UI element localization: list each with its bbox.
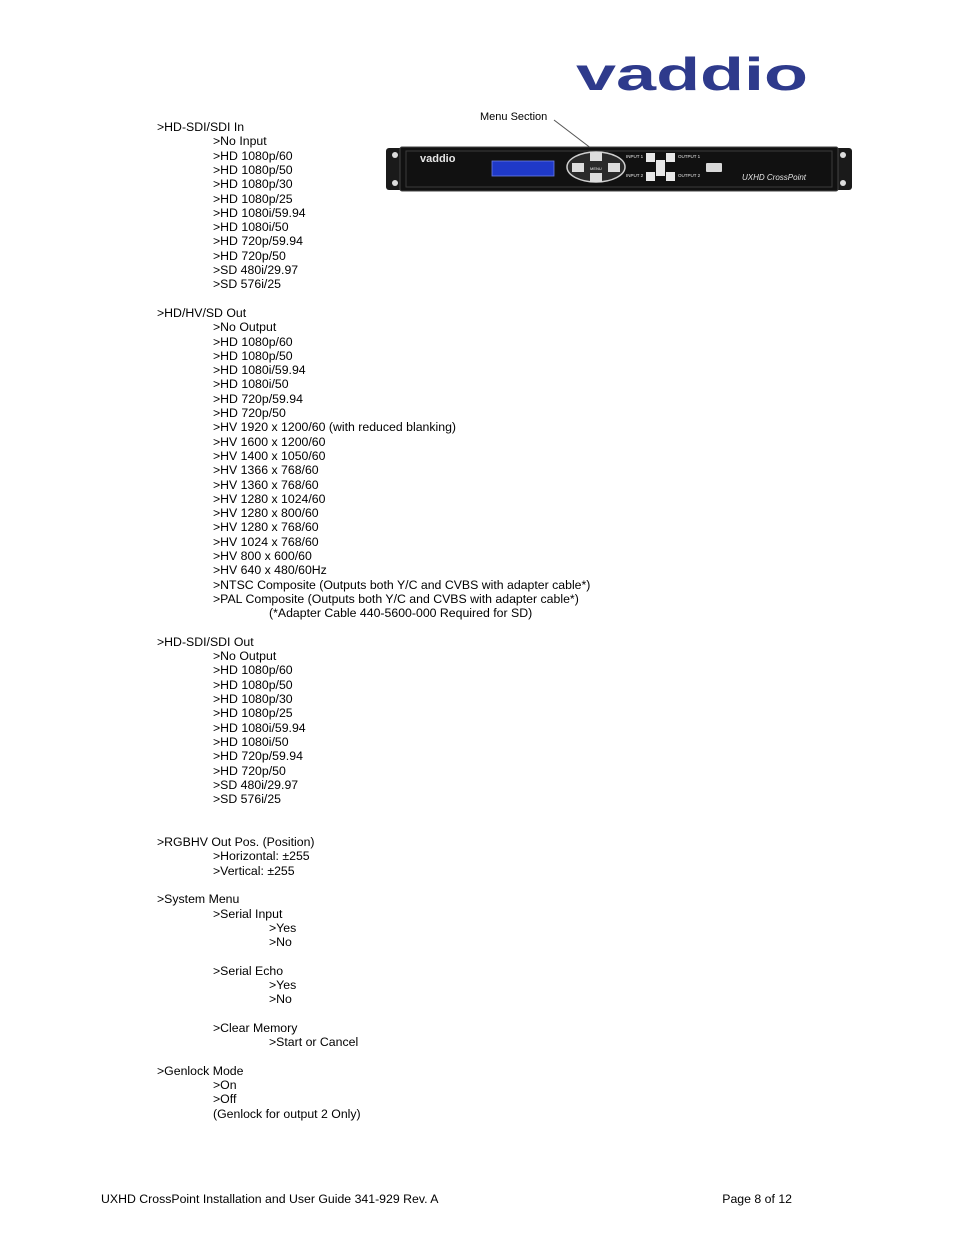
- lcd-display: [492, 161, 554, 176]
- menu-line: >No Output: [213, 320, 277, 335]
- output-2-label: OUTPUT 2: [678, 173, 701, 178]
- output-1-label: OUTPUT 1: [678, 154, 701, 159]
- menu-line: >HD 1080p/30: [213, 177, 293, 192]
- menu-line: >HD 1080i/59.94: [213, 205, 306, 220]
- menu-line: >SD 576i/25: [213, 277, 282, 292]
- menu-line: >HD 1080p/60: [213, 334, 293, 349]
- menu-line: >HV 1360 x 768/60: [213, 477, 319, 492]
- menu-line: >Off: [213, 1092, 237, 1107]
- menu-line: >HD 1080i/59.94: [213, 720, 306, 735]
- menu-line: >HV 1920 x 1200/60 (with reduced blanking): [213, 420, 457, 435]
- menu-line: >HV 1280 x 768/60: [213, 520, 319, 535]
- device-model: UXHD CrossPoint: [742, 173, 807, 182]
- menu-line: >System Menu: [157, 892, 240, 907]
- menu-line: >HD 1080p/30: [213, 692, 293, 706]
- menu-line: >HD 1080p/60: [213, 663, 293, 678]
- menu-line: >HD-SDI/SDI In: [157, 120, 245, 134]
- standby-button: [706, 163, 722, 172]
- menu-line: >HD 720p/59.94: [213, 234, 303, 249]
- menu-line: >HD 1080i/50: [213, 734, 289, 749]
- menu-line: >HD 720p/59.94: [213, 391, 303, 406]
- menu-line: >HD 1080p/50: [213, 677, 293, 692]
- device-brand: vaddio: [420, 153, 456, 165]
- menu-line: >HD 1080p/25: [213, 706, 293, 721]
- menu-line: >SD 480i/29.97: [213, 777, 299, 792]
- uxhd-crosspoint-front-panel: [386, 146, 852, 192]
- footer-document-title: UXHD CrossPoint Installation and User Guide 341-929 Rev. A: [101, 1192, 439, 1206]
- menu-line: >HD 1080p/50: [213, 348, 293, 363]
- menu-line: >SD 480i/29.97: [213, 263, 299, 277]
- menu-line: >HD-SDI/SDI Out: [157, 634, 254, 649]
- menu-line: >Yes: [269, 920, 297, 935]
- menu-line: >HV 1400 x 1050/60: [213, 448, 326, 463]
- menu-line: >Yes: [269, 978, 297, 992]
- menu-line: >HV 1280 x 800/60: [213, 506, 319, 521]
- menu-line: >SD 576i/25: [213, 792, 282, 807]
- logo-text: vaddio: [576, 52, 808, 100]
- menu-line: >HD 1080i/59.94: [213, 363, 306, 378]
- input-1-label: INPUT 1: [626, 154, 644, 159]
- menu-line: >RGBHV Out Pos. (Position): [157, 835, 315, 849]
- footer-page-number: Page 8 of 12: [722, 1192, 792, 1206]
- menu-line: >Serial Echo: [213, 963, 284, 978]
- menu-line: >HD 1080p/25: [213, 191, 293, 206]
- menu-line: >Vertical: ±255: [213, 863, 295, 878]
- menu-line: >HD 1080i/50: [213, 377, 289, 392]
- menu-line: >No: [269, 935, 292, 950]
- menu-line: >HV 1600 x 1200/60: [213, 434, 326, 449]
- menu-line: >HV 800 x 600/60: [213, 549, 312, 563]
- menu-line: (*Adapter Cable 440-5600-000 Required for SD): [269, 606, 533, 621]
- menu-line: >HD 720p/50: [213, 406, 286, 420]
- menu-line: >No Input: [213, 134, 267, 149]
- menu-line: >Genlock Mode: [157, 1063, 244, 1078]
- menu-line: >Start or Cancel: [269, 1035, 359, 1050]
- menu-line: >HD 720p/50: [213, 248, 286, 263]
- menu-line: >HD 720p/50: [213, 763, 286, 778]
- menu-line: >HV 1280 x 1024/60: [213, 491, 326, 506]
- menu-line: >HV 1366 x 768/60: [213, 463, 319, 478]
- menu-line: >On: [213, 1078, 237, 1093]
- menu-line: >NTSC Composite (Outputs both Y/C and CVBS with adapter cable*): [213, 577, 591, 592]
- menu-button-label: MENU: [590, 166, 602, 171]
- menu-line: >Clear Memory: [213, 1020, 298, 1035]
- menu-line: >HD 1080p/50: [213, 162, 293, 177]
- menu-line: >PAL Composite (Outputs both Y/C and CVBS with adapter cable*): [213, 591, 579, 606]
- menu-line: >No: [269, 992, 292, 1007]
- menu-line: >Serial Input: [213, 906, 283, 921]
- menu-line: >No Output: [213, 649, 277, 664]
- vaddio-logo: [576, 52, 812, 100]
- menu-line: >HV 1024 x 768/60: [213, 534, 319, 549]
- menu-section-callout-label: Menu Section: [480, 111, 548, 123]
- input-2-label: INPUT 2: [626, 173, 644, 178]
- menu-line: >HD/HV/SD Out: [157, 305, 247, 320]
- menu-line: >HD 1080i/50: [213, 220, 289, 235]
- menu-line: (Genlock for output 2 Only): [213, 1106, 361, 1121]
- menu-line: >Horizontal: ±255: [213, 849, 310, 864]
- menu-line: >HV 640 x 480/60Hz: [213, 563, 327, 578]
- menu-line: >HD 1080p/60: [213, 148, 293, 163]
- menu-line: >HD 720p/59.94: [213, 749, 303, 764]
